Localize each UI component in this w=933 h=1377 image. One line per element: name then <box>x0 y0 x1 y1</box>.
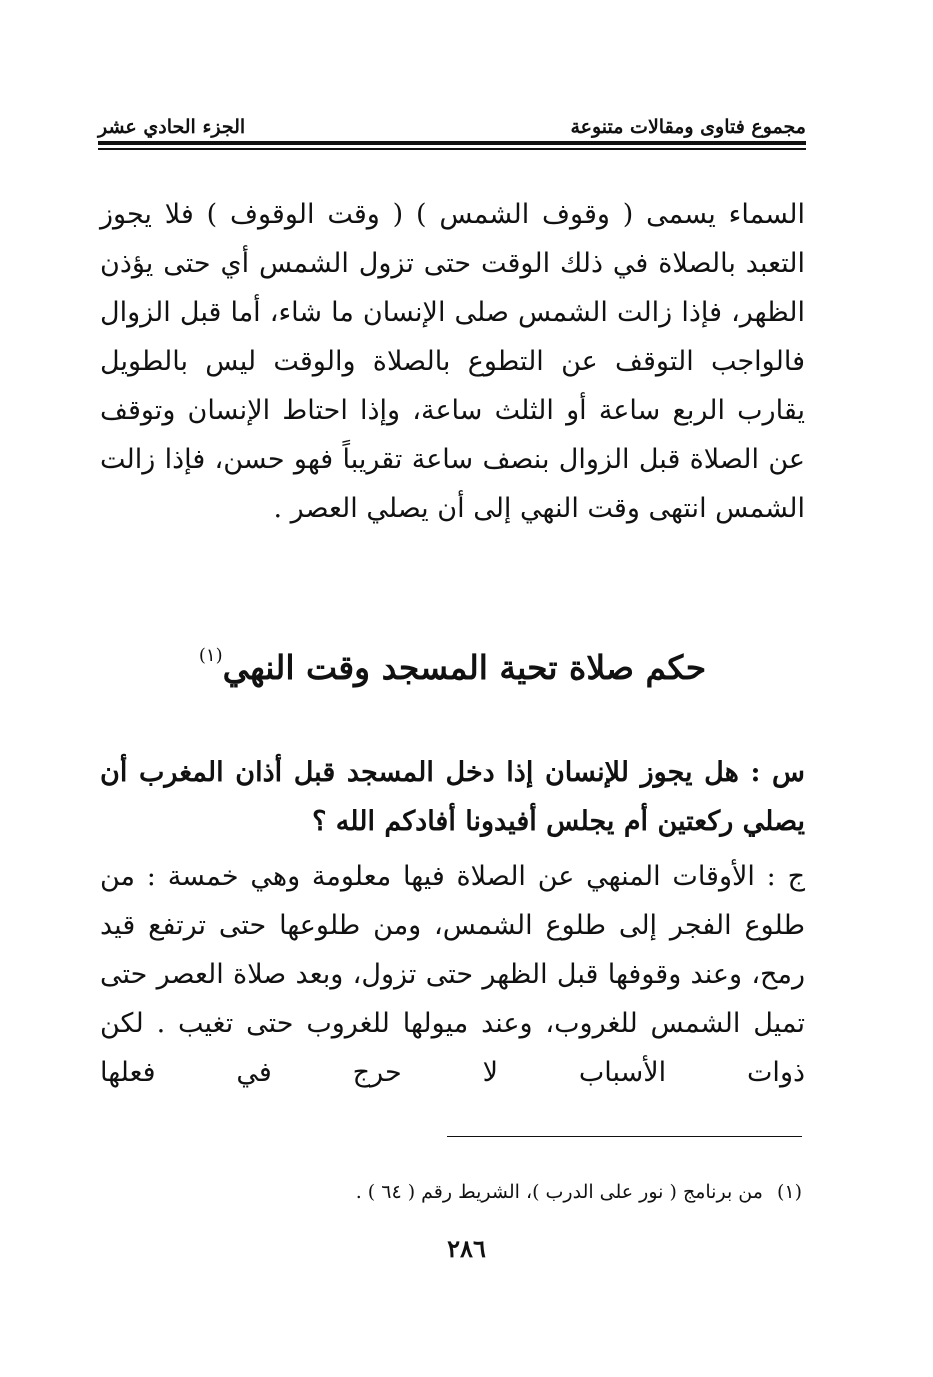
header-divider <box>98 141 806 150</box>
footnote-reference: (١) <box>198 645 223 666</box>
footnote-text: من برنامج ( نور على الدرب )، الشريط رقم ( ٦٤ ) . <box>355 1181 763 1203</box>
footnote-mark: (١) <box>776 1181 802 1203</box>
footnote-divider <box>447 1136 802 1137</box>
section-heading-text: حكم صلاة تحية المسجد وقت النهي <box>222 648 707 687</box>
answer-text: ج : الأوقات المنهي عن الصلاة فيها معلومة وهي خمسة : من طلوع الفجر إلى طلوع الشمس، ومن طلوعها حتى ترتفع قيد رمح، وعند وقوفها قبل الظهر حتى تزول، وبعد صلاة العصر حتى تميل الشمس للغروب، وعند ميولها للغروب حتى تغيب . لكن ذوات الأسباب لا حرج في فعلها <box>100 861 805 1088</box>
question-text: س : هل يجوز للإنسان إذا دخل المسجد قبل أذان المغرب أن يصلي ركعتين أم يجلس أفيدونا أفادكم الله ؟ <box>100 757 805 837</box>
body-paragraph: السماء يسمى ( وقوف الشمس ) ( وقت الوقوف ) فلا يجوز التعبد بالصلاة في ذلك الوقت حتى تزول الشمس أي حتى يؤذن الظهر، فإذا زالت الشمس صلى الإنسان ما شاء، أما قبل الزوال فالواجب التوقف عن التطوع بالصلاة والوقت ليس بالطويل يقارب الربع ساعة أو الثلث ساعة، وإذا احتاط الإنسان وتوقف عن الصلاة قبل الزوال بنصف ساعة تقريباً فهو حسن، فإذا زالت الشمس انتهى وقت النهي إلى أن يصلي العصر . <box>100 199 805 524</box>
header-book-title: مجموع فتاوى ومقالات متنوعة <box>570 116 806 138</box>
section-heading <box>100 628 805 696</box>
running-header <box>98 108 806 138</box>
header-rule-thick <box>98 141 806 145</box>
header-volume: الجزء الحادي عشر <box>98 116 246 138</box>
footnote <box>100 1177 802 1207</box>
header-rule-thin <box>98 148 806 150</box>
page-number: ٢٨٦ <box>447 1234 486 1263</box>
